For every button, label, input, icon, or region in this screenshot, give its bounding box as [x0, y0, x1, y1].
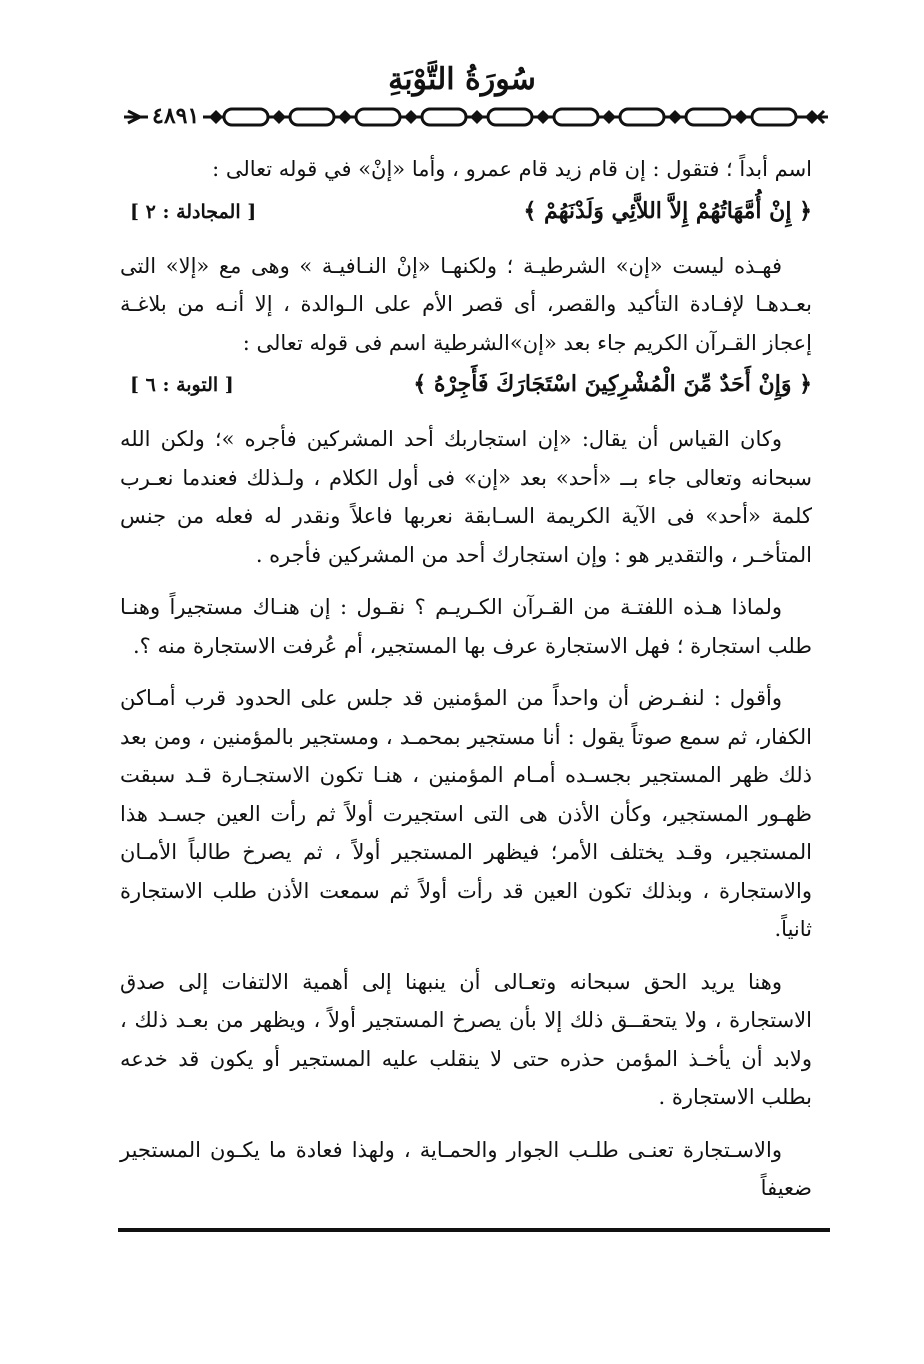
paragraph-6: وهنا يريد الحق سبحانه وتعـالى أن ينبهنا إلى أهمية الالتفات إلى صدق الاستجارة ، ولا يتحقــق ذلك إلا بأن يصرخ المستجير أولاً ، ويظهر من بعـد ذلك ، ولابد أن يأخـذ المؤمن حذره حتى لا ينقلب عليه المستجير أو يكون قد خدعه بطلب الاستجارة .	[120, 969, 812, 1109]
verse-block-2	[120, 362, 812, 406]
paragraph-5: وأقول : لنفـرض أن واحداً من المؤمنين قد جلس على الحدود قرب أمـاكن الكفار، ثم سمع صوتاً يقول : أنا مستجير بمحمـد ، ومستجير بالمؤمنين ، ومن بعد ذلك ظهر المستجير بجسـده أمـام المؤمنين ، هنـا تكون الاستجـارة قـد سبقت ظهـور المستجير، وكأن الأذن هى التى استجيرت أولاً ثم رأت العين جسـد هذا المستجير، وقـد يختلف الأمر؛ فيظهر المستجير أولاً ، ثم يصرخ طالباً الأمـان والاستجارة ، وبذلك تكون العين قد رأت أولاً ثم سمعت الأذن طلب الاستجارة ثانياً.	[120, 686, 812, 941]
verse-reference: [ التوبة : ٦ ]	[130, 374, 234, 396]
page-number: ٤٨٩١	[148, 103, 203, 129]
verse-block-1	[120, 189, 812, 233]
paragraph-7: والاسـتجارة تعنـى طلـب الجوار والحمـاية ، ولهذا فعادة ما يكـون المستجير ضعيفاً	[120, 1137, 812, 1200]
surah-title: سُورَةُ التَّوْبَةِ	[388, 62, 536, 97]
page-body	[120, 150, 812, 1208]
footer-rule	[118, 1228, 830, 1232]
paragraph-4: ولماذا هـذه اللفتـة من القـرآن الكـريـم ؟ نقـول : إن هنـاك مستجيراً وهنـا طلب استجارة ؛ فهل الاستجارة عرف بها المستجير، أم عُرفت الاستجارة منه ؟.	[120, 595, 812, 658]
paragraph-2: فهـذه ليست «إن» الشرطيـة ؛ ولكنهـا «إنْ النـافيـة » وهى مع «إلا» التى بعـدهـا لإفـادة التأكيد والقصر، أى قصر الأم على الـوالدة ، إلا أنـه من بلاغـة إعجاز القـرآن الكريم جاء بعد «إن»الشرطية اسم فى قوله تعالى :	[120, 253, 812, 355]
quran-verse: ﴿ إِنْ أُمَّهَاتُهُمْ إِلاَّ اللاَّئِي وَلَدْنَهُمْ ﴾	[523, 197, 812, 224]
paragraph-3: وكان القياس أن يقال: «إن استجاربك أحد المشركين فأجره »؛ ولكن الله سبحانه وتعالى جاء بــ «أحد» بعد «إن» فى أول الكلام ، ولـذلك فعندما نعـرب كلمة «أحد» فى الآية الكريمة السـابقة نعربها فاعلاً ونقدر له فعله من جنس المتأخـر ، والتقدير هو : وإن استجارك أحد من المشركين فأجره .	[120, 427, 812, 567]
verse-reference: [ المجادلة : ٢ ]	[130, 200, 257, 223]
paragraph-1: اسم أبداً ؛ فتقول : إن قام زيد قام عمرو ، وأما «إنْ» في قوله تعالى :	[212, 157, 812, 181]
chain-ornament	[120, 104, 832, 130]
quran-verse: ﴿ وَإِنْ أَحَدٌ مِّنَ الْمُشْرِكِينَ اسْتَجَارَكَ فَأَجِرْهُ ﴾	[413, 371, 812, 397]
